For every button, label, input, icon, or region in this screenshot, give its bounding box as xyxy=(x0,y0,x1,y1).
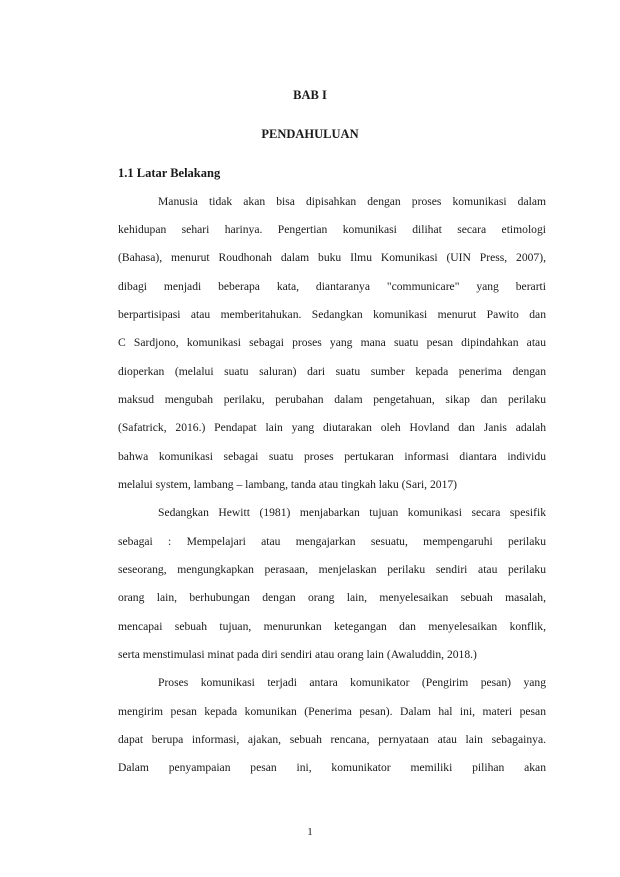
page-number: 1 xyxy=(307,826,313,838)
paragraph-line: sebagai : Mempelajari atau mengajarkan sesuatu, mempengaruhi perilaku xyxy=(118,535,546,548)
paragraph-line: serta menstimulasi minat pada diri sendiri atau orang lain (Awaluddin, 2018.) xyxy=(118,648,477,661)
paragraph-line: Dalam penyampaian pesan ini, komunikator memiliki pilihan akan xyxy=(118,761,546,774)
paragraph-line: seseorang, mengungkapkan perasaan, menjelaskan perilaku sendiri atau perilaku xyxy=(118,563,546,576)
chapter-title: PENDAHULUAN xyxy=(261,127,359,141)
chapter-label: BAB I xyxy=(293,88,327,102)
paragraph-line: maksud mengubah perilaku, perubahan dalam pengetahuan, sikap dan perilaku xyxy=(118,393,546,406)
paragraph-line: (Safatrick, 2016.) Pendapat lain yang diutarakan oleh Hovland dan Janis adalah xyxy=(118,421,546,434)
paragraph-line: Proses komunikasi terjadi antara komunikator (Pengirim pesan) yang xyxy=(158,676,546,689)
paragraph-line: mencapai sebuah tujuan, menurunkan ketegangan dan menyelesaikan konflik, xyxy=(118,620,546,633)
paragraph-line: mengirim pesan kepada komunikan (Penerima pesan). Dalam hal ini, materi pesan xyxy=(118,705,546,718)
paragraph-line: C Sardjono, komunikasi sebagai proses yang mana suatu pesan dipindahkan atau xyxy=(118,336,546,349)
paragraph-line: dapat berupa informasi, ajakan, sebuah rencana, pernyataan atau lain sebagainya. xyxy=(118,733,546,746)
paragraph-line: dibagi menjadi beberapa kata, diantaranya "communicare" yang berarti xyxy=(118,280,546,293)
paragraph-line: bahwa komunikasi sebagai suatu proses pertukaran informasi diantara individu xyxy=(118,450,546,463)
paragraph-line: kehidupan sehari harinya. Pengertian komunikasi dilihat secara etimologi xyxy=(118,223,546,236)
section-heading: 1.1 Latar Belakang xyxy=(118,166,221,180)
paragraph-line: berpartisipasi atau memberitahukan. Sedangkan komunikasi menurut Pawito dan xyxy=(118,308,546,321)
paragraph-line: (Bahasa), menurut Roudhonah dalam buku Ilmu Komunikasi (UIN Press, 2007), xyxy=(118,251,546,264)
paragraph-line: Manusia tidak akan bisa dipisahkan dengan proses komunikasi dalam xyxy=(158,195,546,208)
paragraph-line: Sedangkan Hewitt (1981) menjabarkan tujuan komunikasi secara spesifik xyxy=(158,506,546,519)
paragraph-line: melalui system, lambang – lambang, tanda atau tingkah laku (Sari, 2017) xyxy=(118,478,458,491)
paragraph-line: orang lain, berhubungan dengan orang lain, menyelesaikan sebuah masalah, xyxy=(118,591,546,604)
paragraph-line: dioperkan (melalui suatu saluran) dari suatu sumber kepada penerima dengan xyxy=(118,365,546,378)
